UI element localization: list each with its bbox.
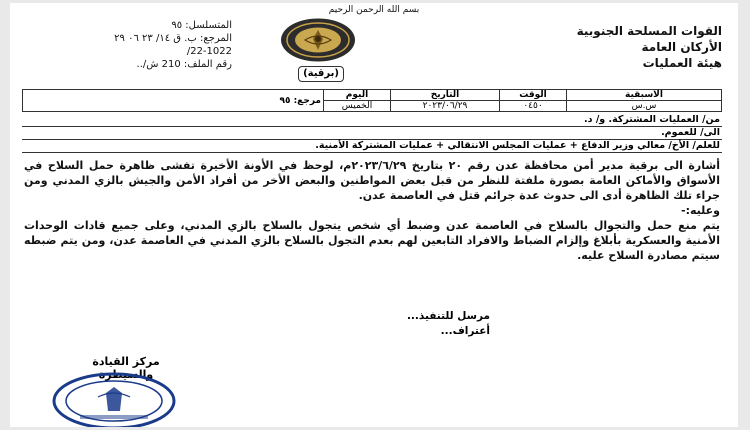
value-day: الخميس bbox=[324, 101, 391, 112]
reference-cell: مرجع: ٩٥ bbox=[23, 90, 324, 112]
reference-code: 22-1022/ bbox=[186, 46, 232, 57]
telegram-info-table bbox=[22, 89, 722, 112]
body-paragraph-1: أشارة الى برقية مدير أمن محافظة عدن رقم ٢٠ بتاريخ ٢٠٢٣/٦/٢٩م، لوحظ في الأونة الأخيرة تفشى ظاهرة حمل السلاح في الأسواق والأماكن العامة بصورة ملفتة للنظر من قبل بعض المواطنين والبعض الأخر من أفراد الأمن والجيش بالزي المدني ومن جراء تلك الظاهرة أدى الى حدوث عدة جرائم قتل في العاصمة عدن. bbox=[24, 159, 720, 202]
header-date: التاريخ bbox=[391, 90, 500, 101]
body-therefore: وعليه:- bbox=[681, 204, 720, 217]
value-priority: س.س bbox=[567, 101, 722, 112]
table-header-row bbox=[23, 90, 722, 101]
header-day: اليوم bbox=[324, 90, 391, 101]
telegram-body bbox=[24, 158, 720, 263]
routing-info: للعلم/ الأخ/ معالي وزير الدفاع + عمليات المجلس الانتقالي + عمليات المشتركة الأمنية. bbox=[22, 140, 722, 153]
reference-block bbox=[32, 19, 232, 71]
command-center-name: مركز القيادة والسيطرة bbox=[92, 355, 160, 381]
header-priority: الاسبقية bbox=[567, 90, 722, 101]
routing-to: الى/ للعموم. bbox=[22, 127, 722, 140]
telegram-document bbox=[10, 3, 738, 427]
file-number: رقم الملف: 210 ش/.. bbox=[136, 59, 232, 70]
routing-from: من/ العمليات المشتركة. و/ د. bbox=[22, 114, 722, 127]
body-paragraph-2: يتم منع حمل والتجوال بالسلاح في العاصمة عدن وضبط أي شخص يتجول بالسلاح بالزي المدني، وعلى جميع قادات الوحدات الأمنية والعسكرية بأبلاغ وإلزام الضباط والافراد التابعين لهم بعدم التجول بالسلاح بالزي المدني في العاصمة عدن، ومن يتم ضبطه سيتم مصادرة السلاح عليه. bbox=[24, 219, 720, 262]
org-operations: هيئة العمليات bbox=[642, 56, 722, 70]
header-time: الوقت bbox=[500, 90, 567, 101]
official-stamp-icon bbox=[50, 367, 178, 427]
organization-header bbox=[512, 23, 722, 71]
value-date: ٢٠٢٣/٠٦/٢٩ bbox=[391, 101, 500, 112]
sent-for-execution: مرسل للتنفيذ... bbox=[406, 310, 490, 322]
bismillah: بسم الله الرحمن الرحيم bbox=[328, 5, 420, 15]
armed-forces-emblem bbox=[279, 17, 357, 63]
document-type-title: (برقية) bbox=[298, 66, 344, 82]
acknowledgement: أعتراف... bbox=[440, 325, 490, 337]
closing-block bbox=[330, 309, 490, 339]
org-general-staff: الأركان العامة bbox=[641, 40, 722, 54]
org-southern-forces: القوات المسلحة الجنوبية bbox=[576, 24, 722, 38]
serial-number: المتسلسل: ٩٥ bbox=[171, 20, 232, 31]
value-time: ٠٤٥٠ bbox=[500, 101, 567, 112]
reference-number: المرجع: ب. ق ١٤/ ٢٣ ٠٦ ٢٩ bbox=[114, 33, 232, 44]
